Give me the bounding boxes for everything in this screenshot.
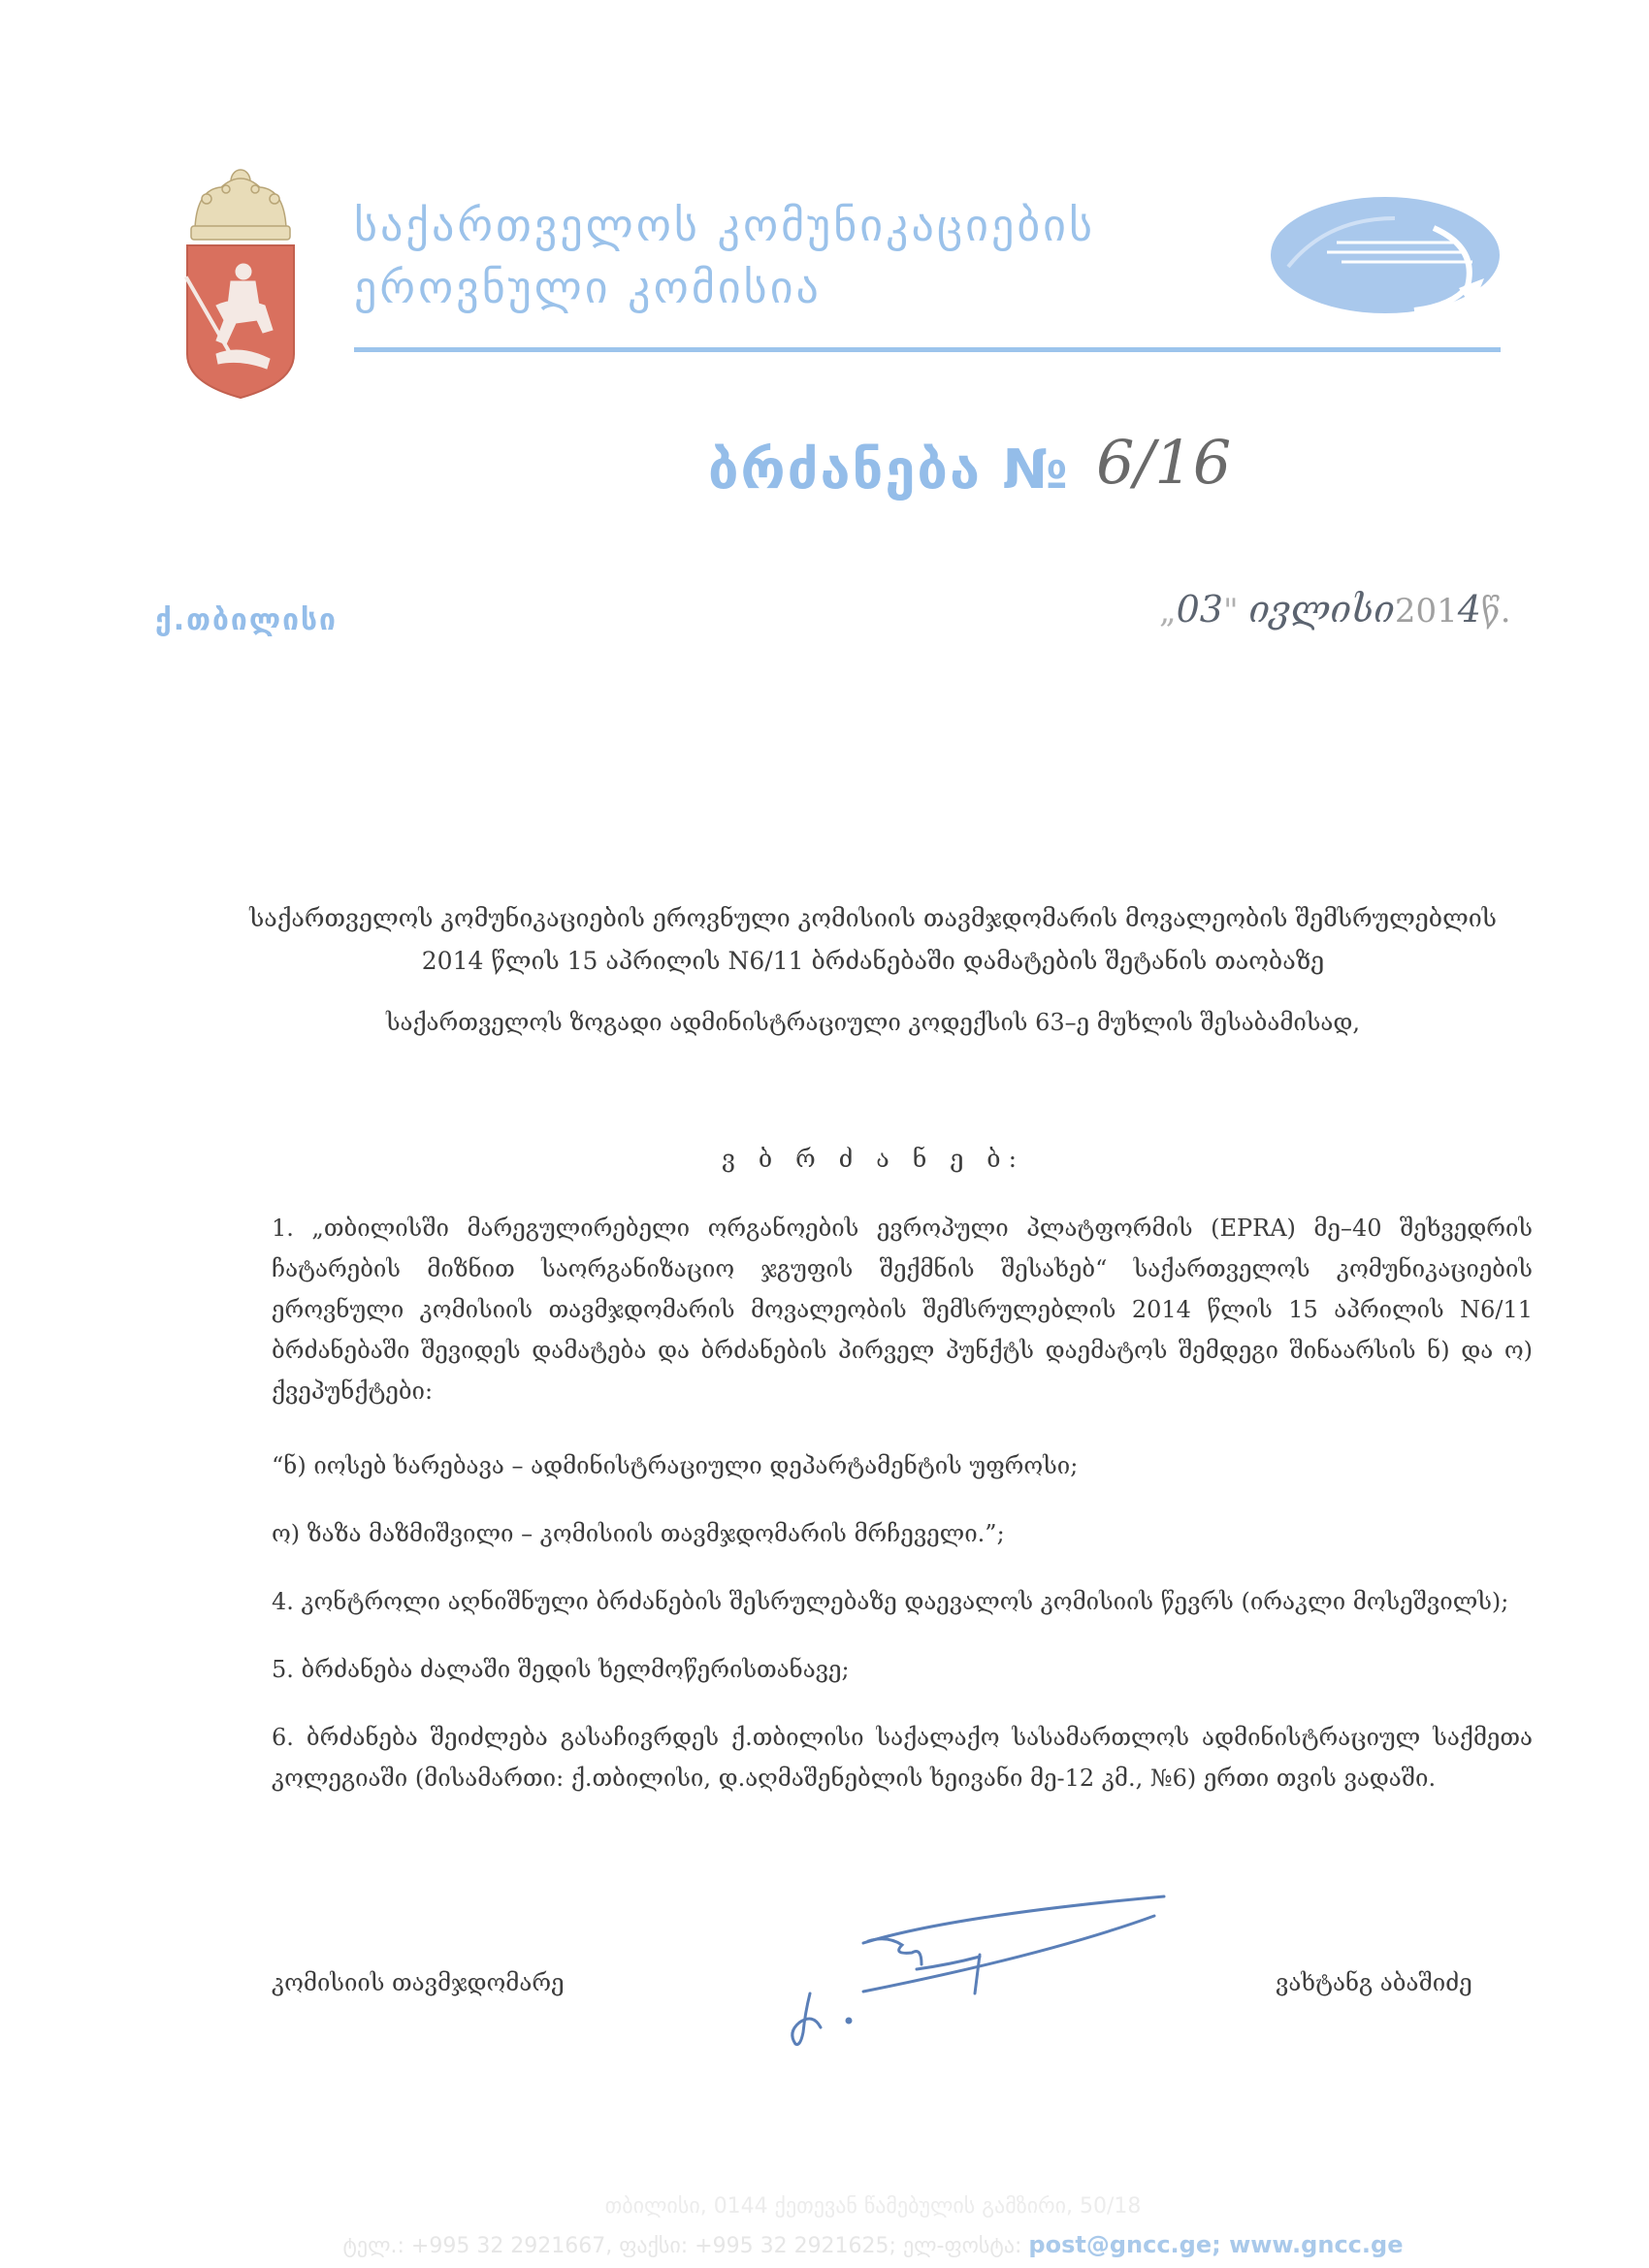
date-day: 03 [1176, 588, 1223, 631]
date-suffix: წ. [1480, 592, 1511, 631]
org-name-line1: საქართველოს კომუნიკაციების [354, 199, 1095, 251]
org-name-line2: ეროვნული კომისია [354, 261, 822, 313]
paragraph-1: 1. „თბილისში მარეგულირებელი ორგანოების ევროპული პლატფორმის (EPRA) მე–40 შეხვედრის ჩატარების მიზნით საორგანიზაციო ჯგუფის შექმნის შესახებ“ საქართველოს კომუნიკაციების ეროვნული კომისიის თავმჯდომარის მოვალეობის შემსრულებლის 2014 წლის 15 აპრილის N6/11 ბრძანებაში შევიდეს დამატება და ბრძანების პირველ პუნქტს დაემატოს შემდეგი შინაარსის ნ) და ო) ქვეპუნქტები: [272, 1215, 1533, 1405]
order-date [1159, 588, 1511, 631]
footer-phones: ტელ.: +995 32 2921667, ფაქსი: +995 32 2921625; ელ-ფოსტა: [342, 2234, 1022, 2258]
date-month: ივლისი [1248, 588, 1395, 631]
order-number-handwritten: 6/16 [1096, 427, 1232, 498]
order-subject [242, 897, 1504, 983]
paragraph-subitem-o: ო) ზაზა მაზმიშვილი – კომისიის თავმჯდომარის მრჩეველი.”; [272, 1520, 1005, 1547]
signatory-name: ვახტანგ აბაშიძე [1276, 1969, 1472, 1996]
footer-contacts [242, 2231, 1504, 2258]
date-year-printed: 201 [1394, 592, 1458, 631]
paragraph-6: 6. ბრძანება შეიძლება გასაჩივრდეს ქ.თბილისი საქალაქო სასამართლოს ადმინისტრაციულ საქმეთა კოლეგიაში (მისამართი: ქ.თბილისი, დ.აღმაშენებლის ხეივანი მე-12 კმ., №6) ერთი თვის ვადაში. [272, 1724, 1533, 1792]
footer-address: თბილისი, 0144 ქეთევან წამებულის გამზირი, 50/18 [604, 2194, 1142, 2219]
footer-web-links[interactable]: post@gncc.ge; www.gncc.ge [1028, 2231, 1404, 2258]
subject-line1: საქართველოს კომუნიკაციების ეროვნული კომისიის თავმჯდომარის მოვალეობის შემსრულებლის [249, 904, 1497, 932]
paragraph-4: 4. კონტროლი აღნიშნული ბრძანების შესრულებაზე დაევალოს კომისიის წევრს (ირაკლი მოსეშვილს); [272, 1588, 1509, 1615]
date-close-quote: " [1222, 592, 1239, 631]
coat-of-arms-icon [178, 160, 304, 403]
handwritten-signature-icon [757, 1877, 1183, 2061]
paragraph-5: 5. ბრძანება ძალაში შედის ხელმოწერისთანავე; [272, 1656, 850, 1683]
order-title: ბრძანება № [708, 438, 1070, 502]
legal-basis: საქართველოს ზოგადი ადმინისტრაციული კოდექსის 63–ე მუხლის შესაბამისად, [385, 1009, 1361, 1036]
gncc-logo-icon [1269, 189, 1511, 320]
signatory-title: კომისიის თავმჯდომარე [272, 1969, 565, 1996]
date-open-quote: „ [1159, 592, 1177, 631]
header-divider [354, 347, 1501, 352]
date-year-hand: 4 [1457, 588, 1481, 631]
paragraph-subitem-n: “ნ) იოსებ ხარებავა – ადმინისტრაციული დეპარტამენტის უფროსი; [272, 1452, 1079, 1479]
subject-line2: 2014 წლის 15 აპრილის N6/11 ბრძანებაში დამატების შეტანის თაობაზე [421, 947, 1325, 975]
city-label: ქ.თბილისი [155, 603, 338, 637]
decree-heading: ვ ბ რ ძ ა ნ ე ბ: [721, 1145, 1024, 1173]
org-name [354, 194, 1227, 318]
